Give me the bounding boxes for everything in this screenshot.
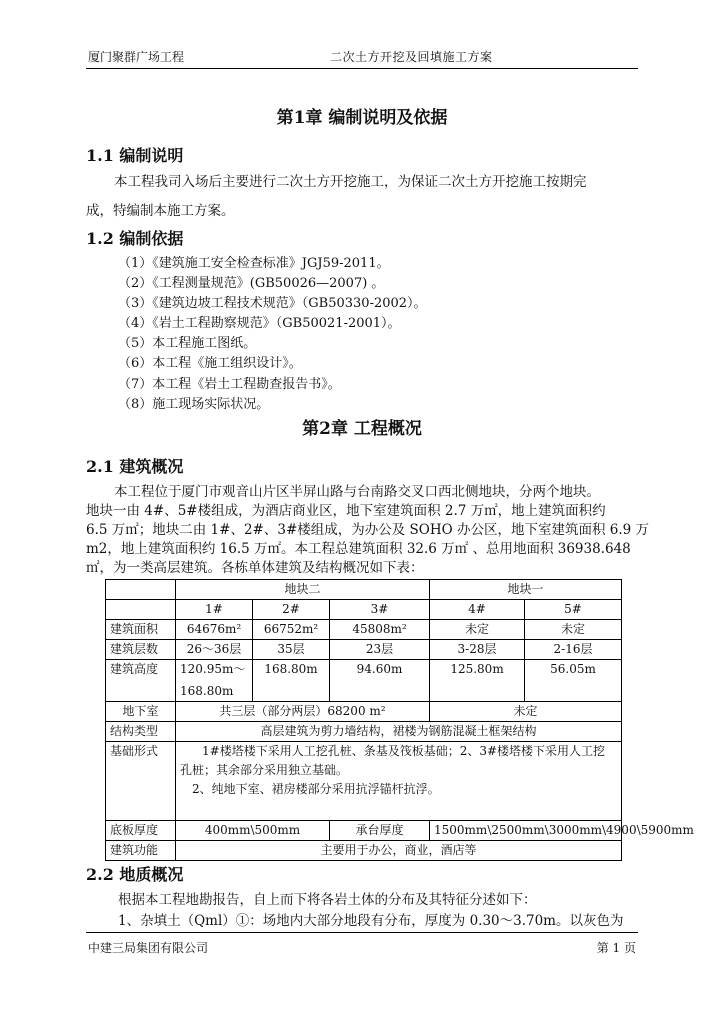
table-cell: 未定 <box>430 702 622 722</box>
table-cell <box>176 660 253 702</box>
building-header: 4# <box>430 600 525 620</box>
table-cell: 未定 <box>430 620 525 640</box>
header-project-name: 厦门聚群广场工程 <box>88 50 185 64</box>
row-label: 结构类型 <box>106 722 176 742</box>
section-2-1-line2: 地块一由 4#、5#楼组成，为酒店商业区，地下室建筑面积 2.7 万㎡，地上建筑面积约 <box>86 503 606 519</box>
row-label: 建筑高度 <box>106 660 176 702</box>
table-row <box>106 600 622 620</box>
table-cell: 承台厚度 <box>330 821 430 841</box>
table-cell: 66752m² <box>253 620 330 640</box>
table-row <box>106 640 622 660</box>
row-label: 地下室 <box>106 702 176 722</box>
table-row <box>106 702 622 722</box>
section-2-2-title: 2.2 地质概况 <box>86 865 184 884</box>
table-row <box>106 580 622 600</box>
table-cell: 168.80m <box>253 660 330 702</box>
table-row <box>106 841 622 861</box>
height-1-line1: 120.95m～ <box>180 662 246 676</box>
row-label: 底板厚度 <box>106 821 176 841</box>
table-cell: 1500mm\2500mm\3000mm\4900\5900mm <box>430 821 622 841</box>
table-cell: 56.05m <box>525 660 622 702</box>
row-label: 基础形式 <box>106 742 176 821</box>
table-row <box>106 722 622 742</box>
table-cell: 94.60m <box>330 660 430 702</box>
foundation-line3: 2、纯地下室、裙房楼部分采用抗浮锚杆抗浮。 <box>192 782 440 796</box>
building-overview-table <box>105 579 694 861</box>
height-1-line2: 168.80m <box>180 684 234 698</box>
foundation-line1: 1#楼塔楼下采用人工挖孔桩、条基及筏板基础；2、3#楼塔楼下采用人工挖 <box>202 744 606 758</box>
table-cell: 未定 <box>525 620 622 640</box>
list-item: （2）《工程测量规范》(GB50026—2007) 。 <box>118 276 385 292</box>
building-header: 5# <box>525 600 622 620</box>
section-1-1-text-line2: 成，特编制本施工方案。 <box>86 203 235 219</box>
foundation-line2: 孔桩；其余部分采用独立基础。 <box>180 763 349 777</box>
footer-company: 中建三局集团有限公司 <box>88 941 209 955</box>
row-label: 建筑面积 <box>106 620 176 640</box>
table-cell: 共三层（部分两层）68200 m² <box>176 702 430 722</box>
section-1-1-title: 1.1 编制说明 <box>86 146 184 165</box>
section-2-1-line4: m2，地上建筑面积约 16.5 万㎡。本工程总建筑面积 32.6 万㎡ 、总用地面积 36938.648 <box>86 541 631 557</box>
table-cell: 35层 <box>253 640 330 660</box>
list-item: （7）本工程《岩土工程勘查报告书》。 <box>118 376 341 392</box>
plot-1-header: 地块一 <box>430 580 622 600</box>
list-item: （5）本工程施工图纸。 <box>118 336 257 352</box>
list-item: （8）施工现场实际状况。 <box>118 396 270 412</box>
list-item: （6）本工程《施工组织设计》。 <box>118 356 302 372</box>
section-2-1-line3: 6.5 万㎡；地块二由 1#、2#、3#楼组成，为办公及 SOHO 办公区，地下室建筑面积 6.9 万 <box>86 522 650 538</box>
header-document-title: 二次土方开挖及回填施工方案 <box>330 50 493 64</box>
list-item: （4）《岩土工程勘察规范》（GB50021-2001）。 <box>118 316 401 332</box>
section-2-2-line2: 1、杂填土（Qml）①：场地内大部分地段有分布，厚度为 0.30～3.70m。以灰色为 <box>118 913 624 929</box>
table-cell: 26～36层 <box>176 640 253 660</box>
table-cell: 400mm\500mm <box>176 821 330 841</box>
list-item: （1）《建筑施工安全检查标准》JGJ59-2011。 <box>118 256 390 271</box>
table-row <box>106 620 622 640</box>
section-2-2-line1: 根据本工程地勘报告，自上而下将各岩土体的分布及其特征分述如下： <box>118 892 537 908</box>
list-item: （3）《建筑边坡工程技术规范》（GB50330-2002）。 <box>118 296 427 312</box>
section-2-1-line1: 本工程位于厦门市观音山片区半屏山路与台南路交叉口西北侧地块，分两个地块。 <box>114 484 600 500</box>
section-1-2-title: 1.2 编制依据 <box>86 229 184 248</box>
building-header: 1# <box>176 600 253 620</box>
header-rule <box>86 68 638 69</box>
footer-page-number: 第 1 页 <box>596 941 636 955</box>
building-header: 3# <box>330 600 430 620</box>
table-cell: 主要用于办公，商业，酒店等 <box>176 841 622 861</box>
table-cell: 45808m² <box>330 620 430 640</box>
row-label: 建筑功能 <box>106 841 176 861</box>
table-row <box>106 660 622 702</box>
row-label: 建筑层数 <box>106 640 176 660</box>
chapter-2-title: 第2章 工程概况 <box>302 419 422 439</box>
plot-2-header: 地块二 <box>176 580 430 600</box>
section-2-1-title: 2.1 建筑概况 <box>86 457 184 476</box>
footer-rule <box>86 932 638 933</box>
table-cell <box>176 742 622 821</box>
table-cell: 125.80m <box>430 660 525 702</box>
section-1-1-text-line1: 本工程我司入场后主要进行二次土方开挖施工，为保证二次土方开挖施工按期完 <box>114 174 587 190</box>
table-cell: 2-16层 <box>525 640 622 660</box>
table-cell: 3-28层 <box>430 640 525 660</box>
table-cell: 64676m² <box>176 620 253 640</box>
building-header: 2# <box>253 600 330 620</box>
basis-list <box>118 254 427 415</box>
table-cell: 23层 <box>330 640 430 660</box>
chapter-1-title: 第1章 编制说明及依据 <box>276 108 448 128</box>
table-row <box>106 742 622 821</box>
table-cell: 高层建筑为剪力墙结构，裙楼为钢筋混凝土框架结构 <box>176 722 622 742</box>
section-2-1-line5: ㎡，为一类高层建筑。各栋单体建筑及结构概况如下表： <box>86 560 424 576</box>
table-row <box>106 821 622 841</box>
